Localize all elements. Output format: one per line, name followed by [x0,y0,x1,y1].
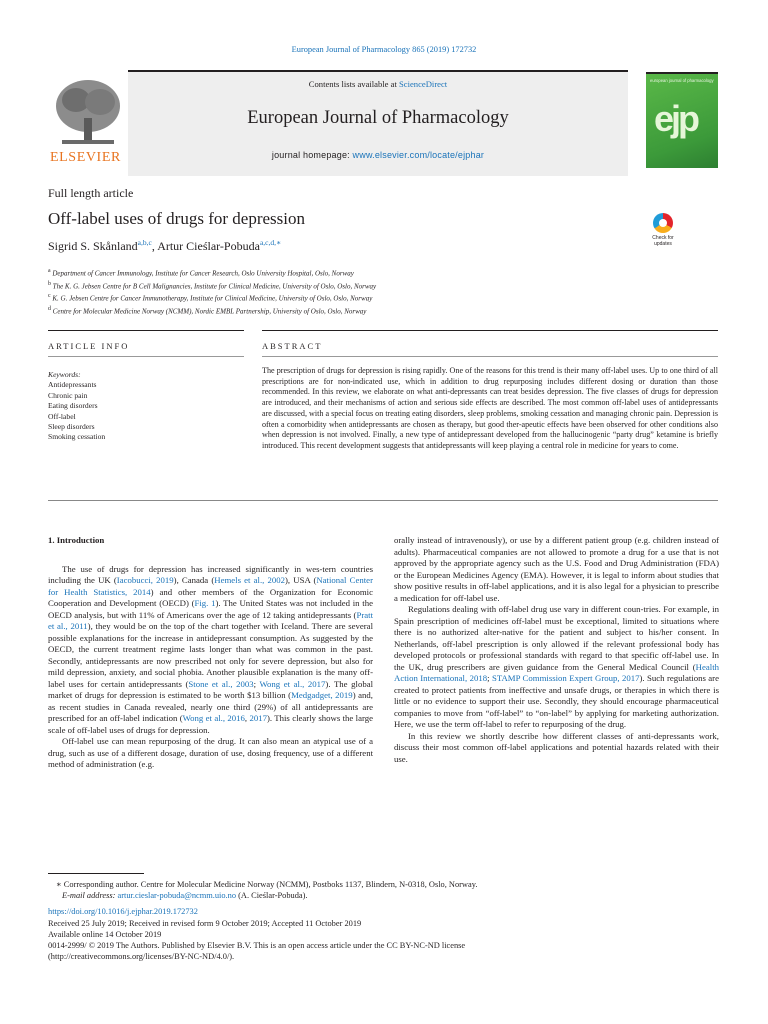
divider [48,330,244,331]
contents-line [128,79,628,89]
divider [48,356,244,357]
affiliation-key: a [48,268,51,274]
body-text: ; [487,673,492,683]
keywords-list [48,370,105,443]
keyword: Antidepressants [48,380,97,390]
affiliation-item [48,291,376,304]
affiliation-text: K. G. Jebsen Centre for Cancer Immunotherapy, Institute for Clinical Medicine, University of Oslo, Oslo, Norway [52,294,373,303]
affiliation-key: d [48,305,51,312]
keywords-label: Keywords: [48,370,81,379]
body-text: ), they would be on the top of the chart together with Iceland. There are several possible explanations for the increase in antidepressant consumption. As suggested by the OECD, the current treatment regime lasts longer than what was common in the past. Secondly, antidepressants are now prescribed not only for severe depression, but also for mild depression, anxiety, and social phobia. Another plausible explanation is the many off-label uses for certain antidepressants ( [48,621,374,689]
keyword: Chronic pain [48,390,88,400]
footnote-area [48,879,718,962]
homepage-line [128,150,628,160]
body-text: ), Canada ( [173,575,215,585]
divider [262,330,718,331]
body-column-right [394,535,719,765]
citation-link[interactable]: Hemels et al., 2002 [214,575,285,585]
body-text: Regulations dealing with off-label drug use vary in different coun-tries. For example, in Spain prescription of medicines off-label must be exceptional, limited to situations where there is no authorized alter-native for the patient and subject to his/her consent. In Netherlands, off-label prescription is only allowed if the relevant professional body has developed protocols or professional standards with regard to that specific off-label use. In the UK, drug prescribers are given guidance from the General Medical Council ( [394,604,719,672]
body-text: The use of drugs for depression has increased significantly in wes-tern countries including the UK ( [48,563,373,585]
citation-link[interactable]: Health Action International, 2018 [394,661,719,683]
crossmark-icon [653,213,673,233]
license-line: 0014-2999/ © 2019 The Authors. Published by Elsevier B.V. This is an open access article under the CC BY-NC-ND license [48,941,466,951]
citation-link[interactable]: Wong et al., 2017 [259,678,326,689]
footnote-divider [48,873,144,874]
sciencedirect-link[interactable]: ScienceDirect [399,79,448,89]
body-text: ). The global market of drugs for depression is estimated to be worth $13 billion ( [48,678,374,700]
body-paragraph [394,731,719,766]
available-online-date: Available online 14 October 2019 [48,929,162,939]
body-text: ; [253,678,260,689]
elsevier-wordmark: ELSEVIER [50,150,121,165]
keyword: Eating disorders [48,401,98,411]
body-text: ) and, as recent studies in Canada revealed, nearly one third (29%) of all antidepressants are prescribed for an off-label indication ( [48,690,373,723]
body-text: ). This clearly shows the large scale of off-label uses of drugs for depression. [48,713,374,735]
received-dates: Received 25 July 2019; Received in revised form 9 October 2019; Accepted 11 October 2019 [48,918,362,928]
contents-prefix: Contents lists available at [308,79,399,89]
citation-link[interactable]: Iacobucci, 2019 [116,575,174,585]
body-text: Off-label use can mean repurposing of the drug. It can also mean an atypical use of a drug, such as use of a different dosage, duration of use, dosing frequency, use of a different method of administration (e.g. [48,736,373,769]
corresponding-author-note: ∗ Corresponding author. Centre for Molecular Medicine Norway (NCMM), Postboks 1137, Blindern, N-0318, Oslo, Norway. [56,880,478,889]
affiliation-item [48,304,376,317]
keyword: Sleep disorders [48,422,95,432]
right-column-text [394,535,719,765]
abstract-text: The prescription of drugs for depression is rising rapidly. One of the reasons for this trend is their many off-label uses. Up to one third of all prescriptions are for non-indicated use, which in addition to drug repurposing includes different dosing or duration than those recommended. In this review, we elaborate on what anti-depressants can treat besides depression. The five classes of drugs for depression are introduced, and their mechanisms of action and serious side effects are described. The most common off-label uses of antidepressants are discussed, with a special focus on treating eating disorders, sleep problems, smoking cessation and managing chronic pain. Depression is often a comorbidity when antidepressants are chosen as therapy, but good ther-apeutic effects have been observed for other conditions also when depression is not involved. Finally, a new type of antidepressant developed from the hallucinogenic “party drug” ketamine is briefly introduced. This recent development suggests that antidepressants will keep playing a central role in medicine for years to come. [262,366,718,450]
citation-link[interactable]: 2017 [249,713,267,723]
email-suffix: (A. Cieślar-Pobuda). [236,891,308,901]
citation-link[interactable]: STAMP Commission Expert Group, 2017 [491,673,640,683]
article-title: Off-label uses of drugs for depression [48,209,305,228]
author-name[interactable]: Artur Cieślar-Pobuda [157,239,260,253]
article-type: Full length article [48,186,134,200]
abstract-heading: ABSTRACT [262,341,323,351]
body-paragraph [48,564,373,737]
keyword: Off-label [48,411,76,421]
affiliation-item [48,279,376,292]
crossmark-label: Check for updates [652,235,674,247]
body-paragraph [394,604,719,731]
affiliation-text: Centre for Molecular Medicine Norway (NCMM), Nordic EMBL Partnership, University of Oslo, Oslo, Norway [52,306,367,315]
affiliation-text: The K. G. Jebsen Centre for B Cell Malignancies, Institute for Clinical Medicine, University of Oslo, Oslo, Norway [52,281,377,290]
affiliation-list [48,266,376,316]
journal-name: European Journal of Pharmacology [247,108,509,128]
body-text: ). The United States was not included in the OECD analysis, but with 11% of Americans over the age of 12 taking antidepressants ( [48,598,373,620]
citation-link[interactable]: Pratt et al., 2011 [48,609,373,631]
body-text: , [244,713,250,723]
citation-link[interactable]: Medgadget, 2019 [291,690,353,700]
citation-link[interactable]: National Center for Health Statistics, 2014 [48,575,373,597]
body-column-left [48,535,373,771]
license-url[interactable]: (http://creativecommons.org/licenses/BY-NC-ND/4.0/). [48,952,235,962]
body-paragraph [48,736,373,771]
citation-link[interactable]: Wong et al., 2016 [182,713,245,723]
body-text: orally instead of intravenously), or use by a different patient group (e.g. children instead of adults). Pharmaceutical companies are not allowed to promote a drug for a use that is not approved by the appropriate agency such as the U.S. Food and Drug Administration (FDA) or the European Medicines Agency (EMA). However, it is legal to inform about studies that show positive results in off-label applications, and it is also legal for a physician to prescribe a medication for off-label use. [394,535,719,603]
affiliation-key: c [48,293,51,300]
cover-logo-text: ejp [654,98,698,139]
body-text: ), USA ( [284,575,317,585]
article-info-heading: ARTICLE INFO [48,341,130,351]
email-label: E-mail address: [62,891,118,901]
author-list: Sigrid S. Skånland$^{a,b,c}$, Artur Cieślar-Pobuda$^{a,c,d,∗}$ [48,238,282,253]
section-heading: 1. Introduction [48,535,105,545]
email-link[interactable]: artur.cieslar-pobuda@ncmm.uio.no [117,891,237,901]
divider [262,356,718,357]
divider [48,500,718,501]
author-name[interactable]: Sigrid S. Skånland [48,239,138,253]
crossmark-button[interactable] [646,213,680,253]
body-text: ) and other members of the Organization for Economic Cooperation and Development (OECD) ( [48,586,373,608]
affiliation-item [48,266,376,279]
citation-link[interactable]: Fig. 1 [194,598,216,608]
author-affiliation-marks[interactable]: a,c,d,∗ [259,238,282,247]
body-text: ). Such regulations are created to protect patients from ineffective and unsafe drugs, or therapies in which there is little or no evidence to support their use. Secondly, they should encourage pharmaceutical companies to move from “off-label” to “on-label” by applying for marketing authorization. Here, we use the term off-label to refer to repurposing of the drug. [394,673,719,729]
cover-title: european journal of pharmacology [650,78,714,83]
author-affiliation-marks[interactable]: a,b,c [137,238,152,247]
body-paragraph [394,535,719,604]
journal-masthead [48,70,628,178]
journal-cover-thumbnail [646,72,718,168]
homepage-prefix: journal homepage: [271,150,353,160]
doi-link[interactable]: https://doi.org/10.1016/j.ejphar.2019.172732 [48,907,198,917]
left-column-text [48,564,373,771]
homepage-link[interactable]: www.elsevier.com/locate/ejphar [352,150,485,160]
keyword: Smoking cessation [48,432,106,442]
body-text: In this review we shortly describe how different classes of anti-depressants work, discuss their most common off-label applications and potential hazards related with their use. [394,730,719,764]
citation-link[interactable]: Stone et al., 2003 [188,678,254,689]
journal-citation[interactable]: European Journal of Pharmacology 865 (2019) 172732 [291,45,477,54]
affiliation-text: Department of Cancer Immunology, Institute for Cancer Research, Oslo University Hospital, Oslo, Norway [52,269,354,278]
email-line [48,890,718,901]
affiliation-key: b [48,280,51,287]
